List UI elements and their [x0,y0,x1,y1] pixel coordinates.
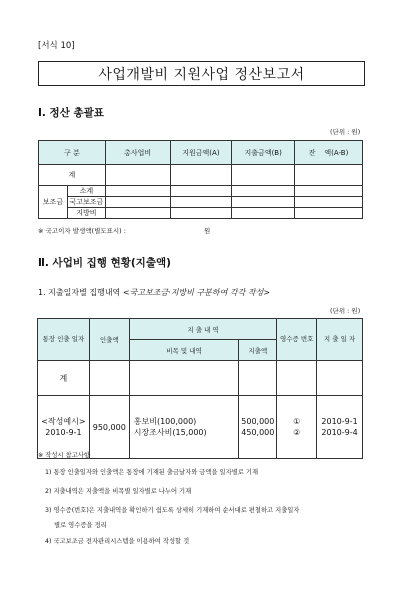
local-fund-row [39,208,363,219]
section1-heading: Ⅰ. 정산 총괄표 [38,107,104,119]
summary-table [38,140,363,219]
header-support-amount: 지원금액(A) [170,141,232,165]
example-date: 2010-9-1 [45,428,82,437]
subheading-prefix: 1. 지출일자별 집행내역 [38,288,121,297]
local-fund-label: 지방비 [67,208,105,219]
subtotal-cell[interactable] [232,186,295,197]
example-receipt: ① [293,417,301,426]
subtotal-cell[interactable] [105,186,170,197]
total-cell[interactable] [105,165,170,186]
expense-table [37,318,363,459]
summary-total-row [39,165,363,186]
local-cell[interactable] [105,208,170,219]
subtotal-row [39,186,363,197]
section2-subheading [38,287,270,298]
subtotal-label: 소계 [67,186,105,197]
subheading-note: <국고보조금·지방비 구분하여 각각 작성> [122,288,271,297]
notes-section [38,448,368,553]
subsidy-label: 보조금 [39,186,68,219]
expense-total-label: 계 [38,361,90,396]
section2-heading: Ⅱ. 사업비 집행 현황(지출액) [38,257,171,269]
header-item-details: 비목 및 내역 [129,340,239,361]
national-cell[interactable] [295,197,363,208]
expense-total-cell[interactable] [89,361,129,396]
total-cell[interactable] [232,165,295,186]
local-cell[interactable] [232,208,295,219]
expense-total-cell[interactable] [277,361,317,396]
national-cell[interactable] [105,197,170,208]
section1-unit: (단위 : 원) [330,128,361,136]
header-balance: 잔 액(A-B) [295,141,363,165]
header-expense-amount: 지출금액(B) [232,141,295,165]
national-subsidy-label: 국고보조금 [67,197,105,208]
header-expense-details: 지 출 내 역 [129,319,277,340]
expense-total-row [38,361,363,396]
example-amount: 500,000 [241,417,275,426]
national-cell[interactable] [232,197,295,208]
notes-title: ※ 작성시 참고사항 [38,452,90,459]
header-withdrawal: 인출액 [89,319,129,361]
subtotal-cell[interactable] [295,186,363,197]
example-item: 시장조사비(15,000) [133,428,207,437]
header-receipt-no: 영수증 번호 [277,319,317,361]
subtotal-cell[interactable] [170,186,232,197]
note-item: 3) 영수증(번호)은 지출내역을 확인하기 쉽도록 상세히 기재하여 순서대로 편철하고 지출일자 [45,507,300,514]
example-amount: 450,000 [241,428,275,437]
example-expense-date: 2010-9-4 [321,428,358,437]
example-item: 홍보비(100,000) [133,417,197,426]
total-cell[interactable] [295,165,363,186]
note-item: 1) 통장 인출일자와 인출액은 통장에 기재된 출금날자와 금액을 일자별로 기재 [45,469,259,476]
total-cell[interactable] [170,165,232,186]
header-total-budget: 총사업비 [105,141,170,165]
example-receipt: ② [293,428,301,437]
header-bankbook-date: 통장 인출 일자 [38,319,90,361]
expense-header-row-1 [38,319,363,340]
local-cell[interactable] [170,208,232,219]
summary-header-row [39,141,363,165]
document-title: 사업개발비 지원사업 정산보고서 [98,66,305,83]
section2-unit: (단위 : 원) [330,307,361,315]
header-expense-amount: 지출액 [239,340,277,361]
example-withdrawal: 950,000 [89,396,129,459]
example-expense-date: 2010-9-1 [321,417,358,426]
document-title-box [38,61,365,86]
expense-total-cell[interactable] [129,361,239,396]
note-item: 4) 국고보조금 전자관리시스템을 이용하여 작성할 것 [45,538,190,545]
local-cell[interactable] [295,208,363,219]
expense-total-cell[interactable] [239,361,277,396]
total-label: 계 [39,165,106,186]
interest-note-label: ※ 국고이자 발생액(별도표시) : [38,227,126,235]
national-cell[interactable] [170,197,232,208]
note-item: 2) 지출내역은 지출액을 비목별 일자별로 나누어 기재 [45,488,192,495]
form-number: [서식 10] [38,41,75,51]
example-label: <작성예시> [41,417,86,426]
header-category: 구 분 [39,141,106,165]
interest-note-unit: 원 [204,227,211,235]
note-item-continued: 별로 영수증을 정리 [54,522,107,529]
expense-total-cell[interactable] [317,361,363,396]
header-expense-date: 지 출 일 자 [317,319,363,361]
national-subsidy-row [39,197,363,208]
